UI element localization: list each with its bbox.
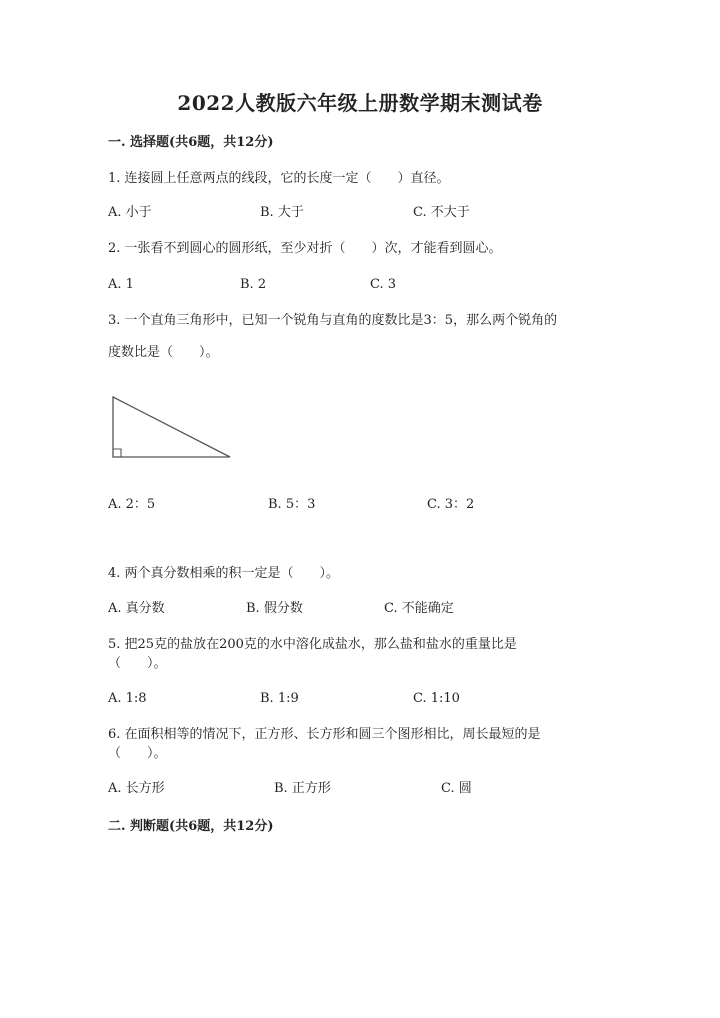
question-3-text-line-1: 3. 一个直角三角形中，已知一个锐角与直角的度数比是3：5，那么两个锐角的 (108, 313, 558, 328)
section-heading-choice: 一. 选择题(共6题，共12分) (108, 135, 274, 150)
question-5-option-a: A. 1:8 (108, 691, 147, 706)
question-3-option-c: C. 3：2 (427, 497, 475, 512)
question-6-option-c: C. 圆 (441, 781, 472, 796)
right-angle-mark (113, 449, 121, 457)
question-6-option-b: B. 正方形 (274, 781, 331, 796)
question-2-text: 2. 一张看不到圆心的圆形纸，至少对折（ ）次，才能看到圆心。 (108, 241, 502, 256)
question-3-option-a: A. 2：5 (108, 497, 156, 512)
page-title: 2022人教版六年级上册数学期末测试卷 (177, 91, 543, 115)
right-triangle-figure (108, 393, 238, 463)
question-4-option-c: C. 不能确定 (384, 601, 454, 616)
question-4-text: 4. 两个真分数相乘的积一定是（ ）。 (108, 566, 340, 581)
question-4-option-b: B. 假分数 (246, 601, 303, 616)
section-heading-judgement: 二. 判断题(共6题，共12分) (108, 819, 274, 834)
question-1-option-b: B. 大于 (260, 205, 304, 220)
question-5-text-line-1: 5. 把25克的盐放在200克的水中溶化成盐水，那么盐和盐水的重量比是 (108, 637, 517, 652)
question-6-text-line-1: 6. 在面积相等的情况下，正方形、长方形和圆三个图形相比，周长最短的是 (108, 727, 541, 742)
question-2-option-a: A. 1 (108, 277, 134, 292)
question-2-option-c: C. 3 (370, 277, 397, 292)
question-5-option-b: B. 1:9 (260, 691, 299, 706)
question-1-text: 1. 连接圆上任意两点的线段，它的长度一定（ ）直径。 (108, 171, 450, 186)
triangle-outline (113, 397, 230, 457)
question-3-option-b: B. 5：3 (268, 497, 316, 512)
question-6-text-line-2: （ ）。 (108, 746, 167, 761)
question-5-text-line-2: （ ）。 (108, 656, 167, 671)
question-4-option-a: A. 真分数 (108, 601, 165, 616)
question-3-text-line-2: 度数比是（ ）。 (108, 345, 219, 360)
question-1-option-a: A. 小于 (108, 205, 152, 220)
question-6-option-a: A. 长方形 (108, 781, 165, 796)
question-2-option-b: B. 2 (240, 277, 267, 292)
question-5-option-c: C. 1:10 (413, 691, 460, 706)
question-1-option-c: C. 不大于 (413, 205, 470, 220)
